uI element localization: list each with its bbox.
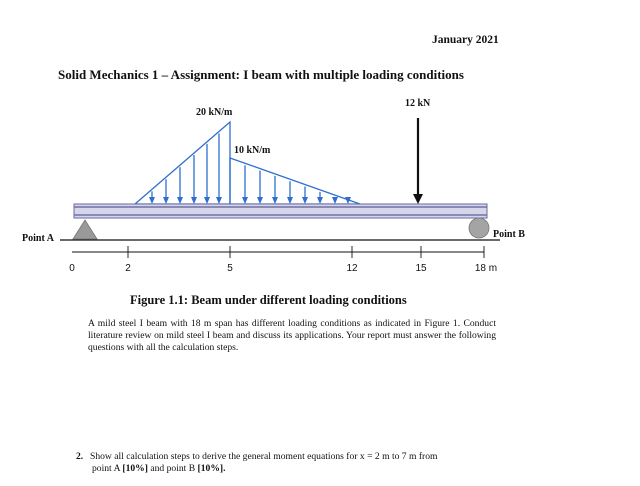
load-arrow-head <box>272 197 278 204</box>
load-triangle-10 <box>230 158 360 204</box>
load-arrow-head <box>332 197 338 204</box>
axis-tick-label: 5 <box>227 263 233 274</box>
pin-support-a <box>73 220 97 239</box>
figure-caption: Figure 1.1: Beam under different loading conditions <box>130 293 407 307</box>
document-title: Solid Mechanics 1 – Assignment: I beam with multiple loading conditions <box>58 67 464 82</box>
intro-paragraph: A mild steel I beam with 18 m span has different loading conditions as indicated in Figure 1. Conduct literature review on mild steel I beam and discuss its applications. Your report must answer the following questions with all the calculation steps. <box>88 318 496 353</box>
point-a-label: Point A <box>22 233 54 244</box>
load-arrow-head <box>149 197 155 204</box>
question-text-point-b: and point B <box>147 463 198 474</box>
load-arrow-head <box>163 197 169 204</box>
question-text-part1: Show all calculation steps to derive the general moment equations for x = 2 m to 7 m from <box>90 451 438 462</box>
load-arrow-head <box>204 197 210 204</box>
load-arrow-head <box>257 197 263 204</box>
point-b-label: Point B <box>493 229 525 240</box>
document-date: January 2021 <box>432 34 499 46</box>
udl-20-label: 20 kN/m <box>196 107 233 118</box>
load-arrow-head <box>317 197 323 204</box>
load-arrow-head <box>216 197 222 204</box>
question-line-1 <box>76 451 516 463</box>
axis-tick-label: 12 <box>346 263 358 274</box>
question-2 <box>76 451 516 475</box>
axis-tick-label: 15 <box>415 263 427 274</box>
load-arrow-head <box>287 197 293 204</box>
axis-tick-label: 0 <box>69 263 75 274</box>
question-number: 2. <box>76 451 84 462</box>
point-load-arrow <box>413 118 423 204</box>
axis-tick-label: 2 <box>125 263 131 274</box>
question-weight-a: [10%] <box>122 463 148 474</box>
load-arrow-head <box>177 197 183 204</box>
distributed-load-diagram <box>135 122 360 204</box>
udl-10-label: 10 kN/m <box>234 145 271 156</box>
point-load-label: 12 kN <box>405 98 431 109</box>
roller-support-b <box>469 218 489 238</box>
dimension-axis <box>69 246 497 274</box>
load-arrow-head <box>302 197 308 204</box>
load-arrow-head <box>242 197 248 204</box>
load-triangle-20 <box>135 122 230 204</box>
load-arrow-head <box>191 197 197 204</box>
question-text-point-a: point A <box>92 463 123 474</box>
question-line-2 <box>76 463 516 475</box>
question-weight-b: [10%]. <box>197 463 226 474</box>
i-beam <box>74 204 487 218</box>
beam-body <box>74 204 487 218</box>
axis-tick-label: 18 m <box>474 263 498 274</box>
